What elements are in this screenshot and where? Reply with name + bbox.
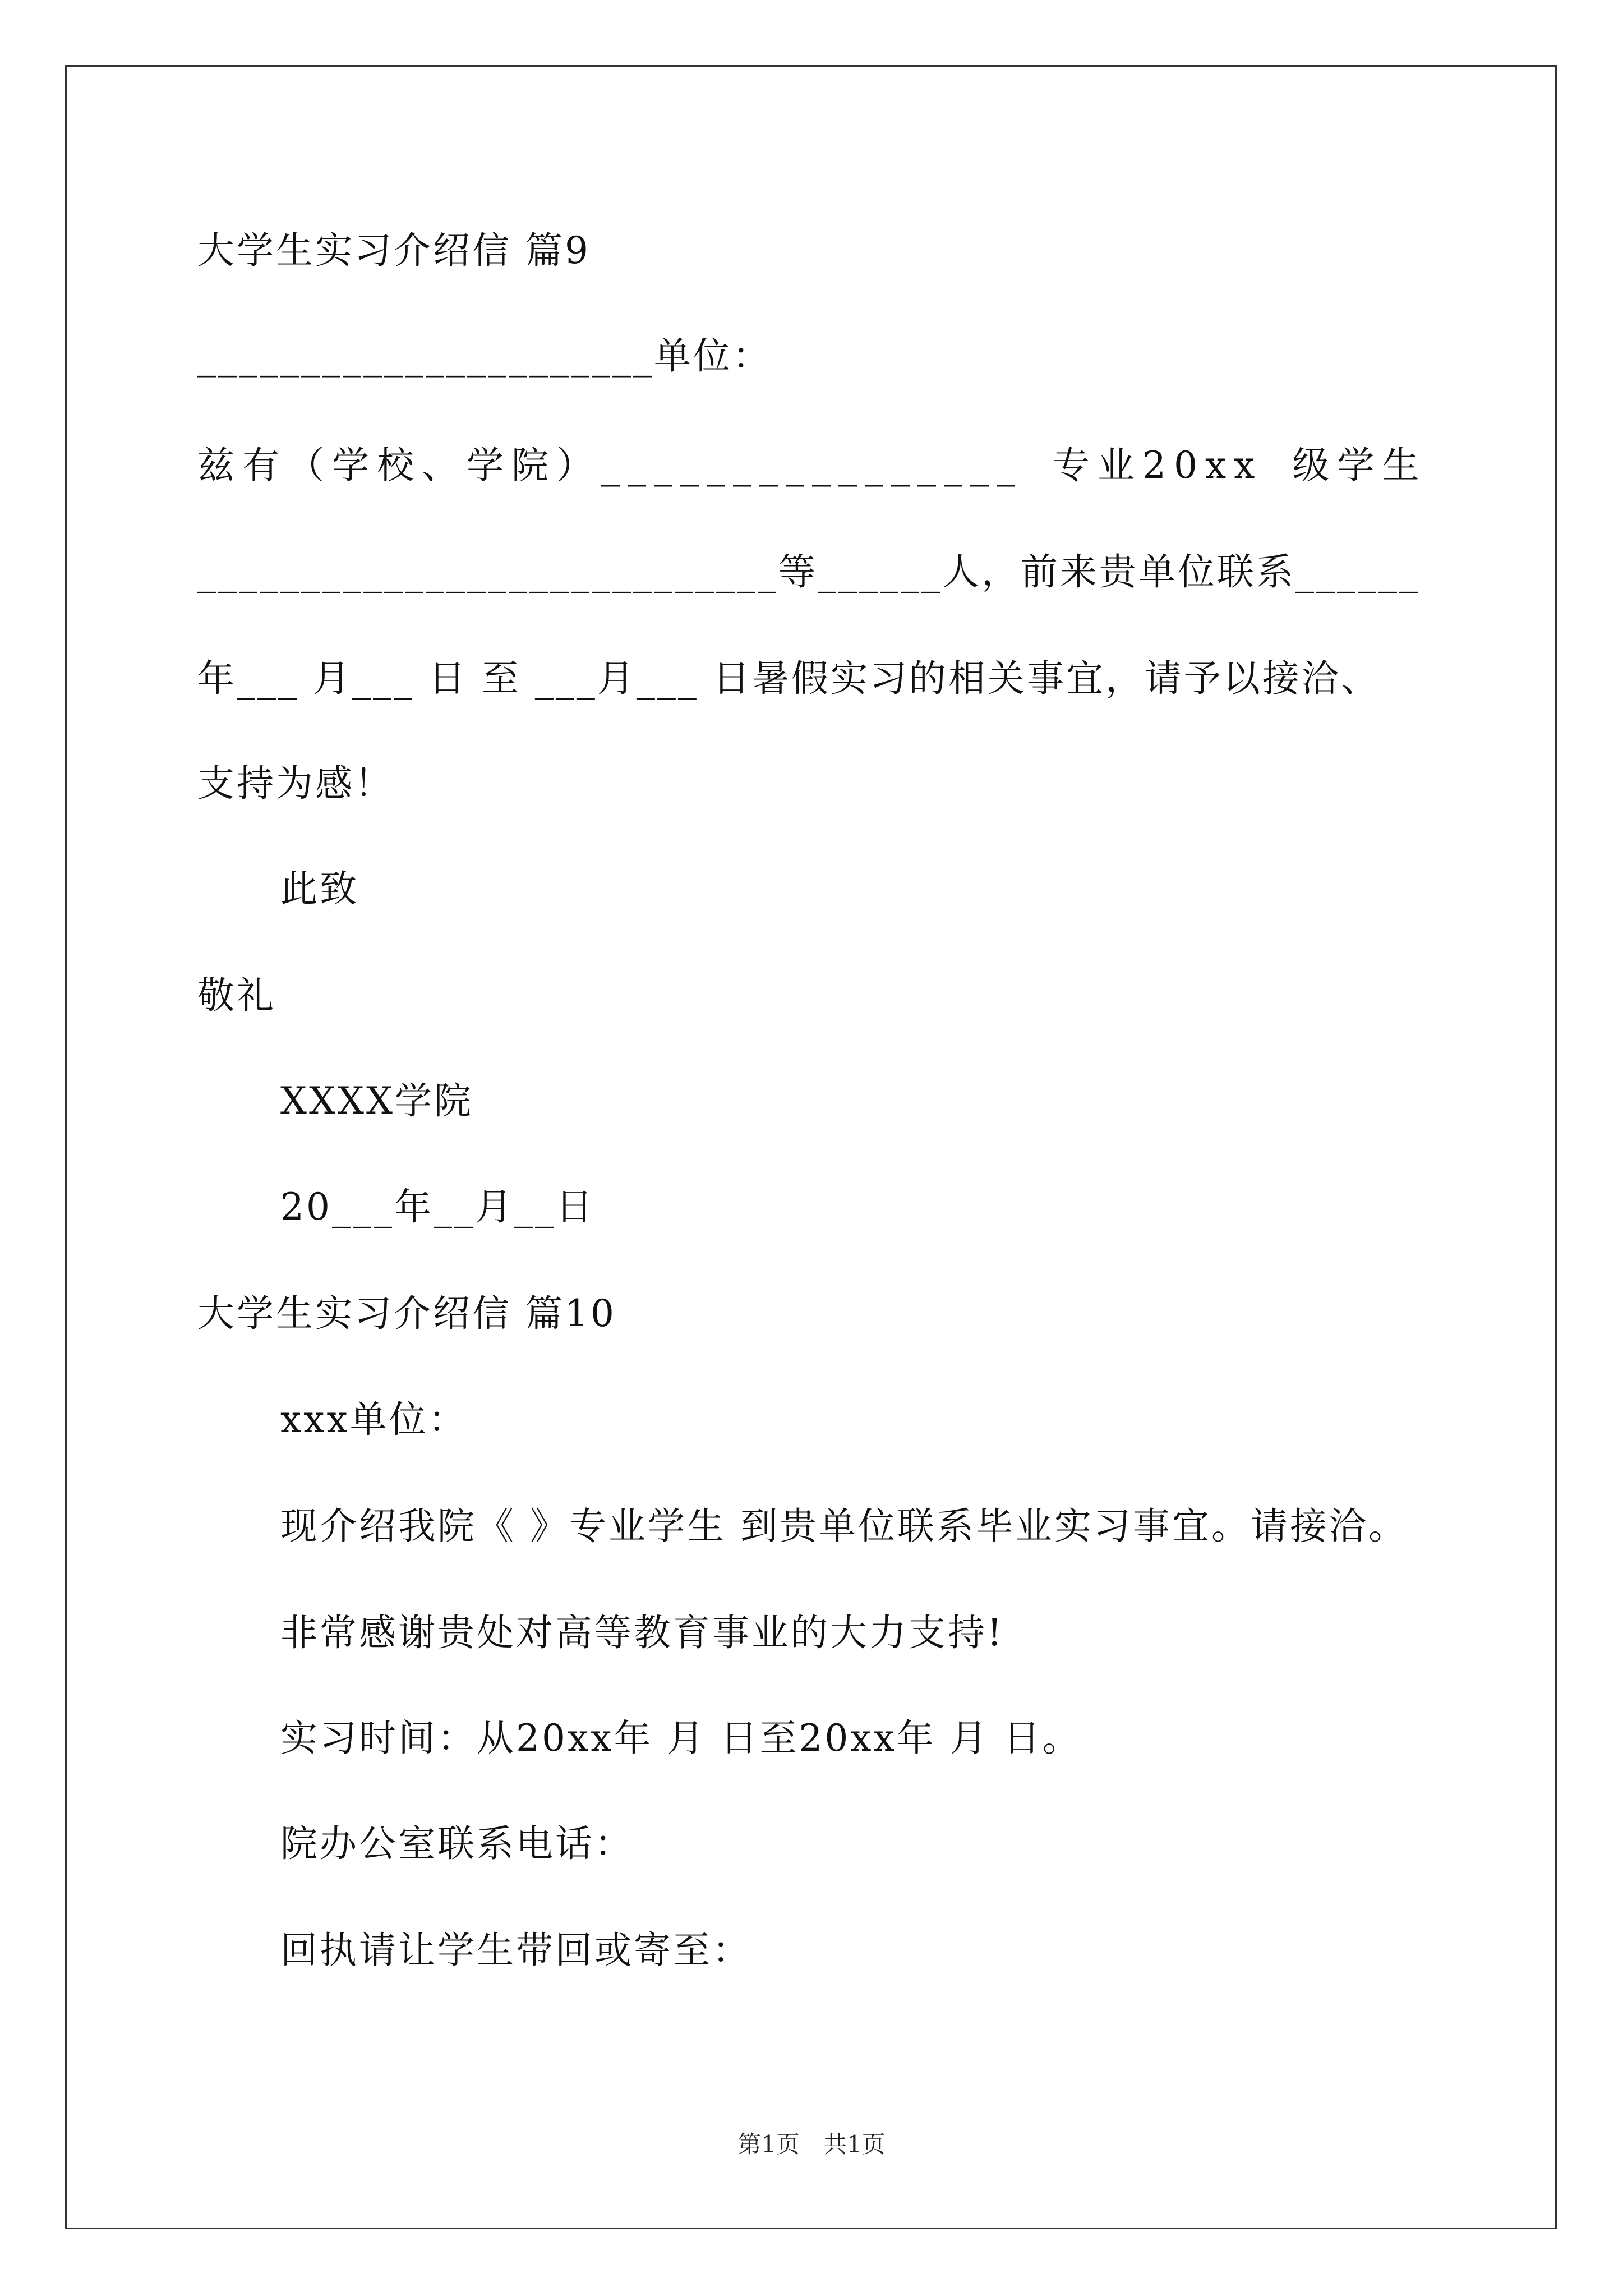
- signature-line: XXXX学院: [280, 1079, 473, 1122]
- body-line: ____________________________等______人，前来贵单位联系______: [197, 550, 1420, 593]
- body-line: 回执请让学生带回或寄至：: [280, 1929, 751, 1972]
- body-line: 实习时间：从20xx年 月 日至20xx年 月 日。: [280, 1717, 1082, 1760]
- recipient-line: xxx单位：: [280, 1398, 468, 1441]
- recipient-line: ______________________单位：: [197, 334, 772, 378]
- page-border: [65, 65, 1557, 2229]
- body-line: 院办公室联系电话：: [280, 1822, 634, 1865]
- body-line: 非常感谢贵处对高等教育事业的大力支持!: [280, 1611, 1004, 1654]
- body-line: 年___ 月___ 日 至 ___月___ 日暑假实习的相关事宜，请予以接洽、: [197, 657, 1380, 700]
- salutation-line: 敬礼: [197, 974, 276, 1017]
- body-line: 支持为感！: [197, 762, 394, 805]
- date-line: 20___年__月__日: [280, 1185, 595, 1228]
- section-heading-10: 大学生实习介绍信 篇10: [197, 1292, 616, 1335]
- section-heading-9: 大学生实习介绍信 篇9: [197, 229, 591, 272]
- body-line: 现介绍我院《 》专业学生 到贵单位联系毕业实习事宜。请接洽。: [280, 1504, 1408, 1548]
- page-footer: 第1页 共1页: [737, 2131, 886, 2158]
- body-line: 兹有（学校、学院）________________ 专业20xx 级学生: [197, 444, 1427, 487]
- closing-line: 此致: [280, 867, 359, 910]
